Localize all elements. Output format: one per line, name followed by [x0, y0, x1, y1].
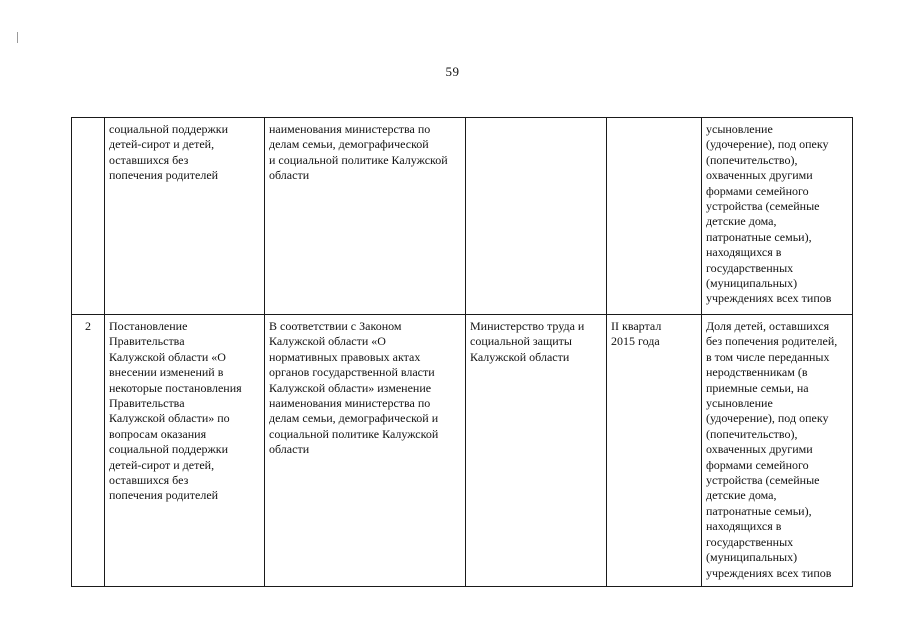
deadline-cell: II квартал 2015 года	[607, 315, 702, 587]
table-row	[72, 118, 853, 315]
page-number: 59	[445, 64, 460, 79]
table-row	[72, 315, 853, 587]
document-name-cell: социальной поддержки детей-сирот и детей, оставшихся без попечения родителей	[105, 118, 265, 315]
indicator-cell: Доля детей, оставшихся без попечения родителей, в том числе переданных неродственникам (в приемные семьи, на усыновление (удочерение), под опеку (попечительство), охваченных другими формами семейного устройства (семейные детские дома, патронатные семьи), находящихся в государственных (муниципальных) учреждениях всех типов	[702, 315, 853, 587]
document-name-cell: Постановление Правительства Калужской области «О внесении изменений в некоторые постановления Правительства Калужской области» по вопросам оказания социальной поддержки детей-сирот и детей, оставшихся без попечения родителей	[105, 315, 265, 587]
row-number-cell	[72, 118, 105, 315]
row-number-cell: 2	[72, 315, 105, 587]
document-content-cell: В соответствии с Законом Калужской области «О нормативных правовых актах органов государственной власти Калужской области» изменение наименования министерства по делам семьи, демографической и социальной политике Калужской области	[265, 315, 466, 587]
scan-artifact-mark	[17, 32, 18, 43]
executor-cell	[466, 118, 607, 315]
indicator-cell: усыновление (удочерение), под опеку (попечительство), охваченных другими формами семейного устройства (семейные детские дома, патронатные семьи), находящихся в государственных (муниципальных) учреждениях всех типов	[702, 118, 853, 315]
document-table	[71, 117, 853, 587]
deadline-cell	[607, 118, 702, 315]
document-content-cell: наименования министерства по делам семьи, демографической и социальной политике Калужской области	[265, 118, 466, 315]
executor-cell: Министерство труда и социальной защиты Калужской области	[466, 315, 607, 587]
